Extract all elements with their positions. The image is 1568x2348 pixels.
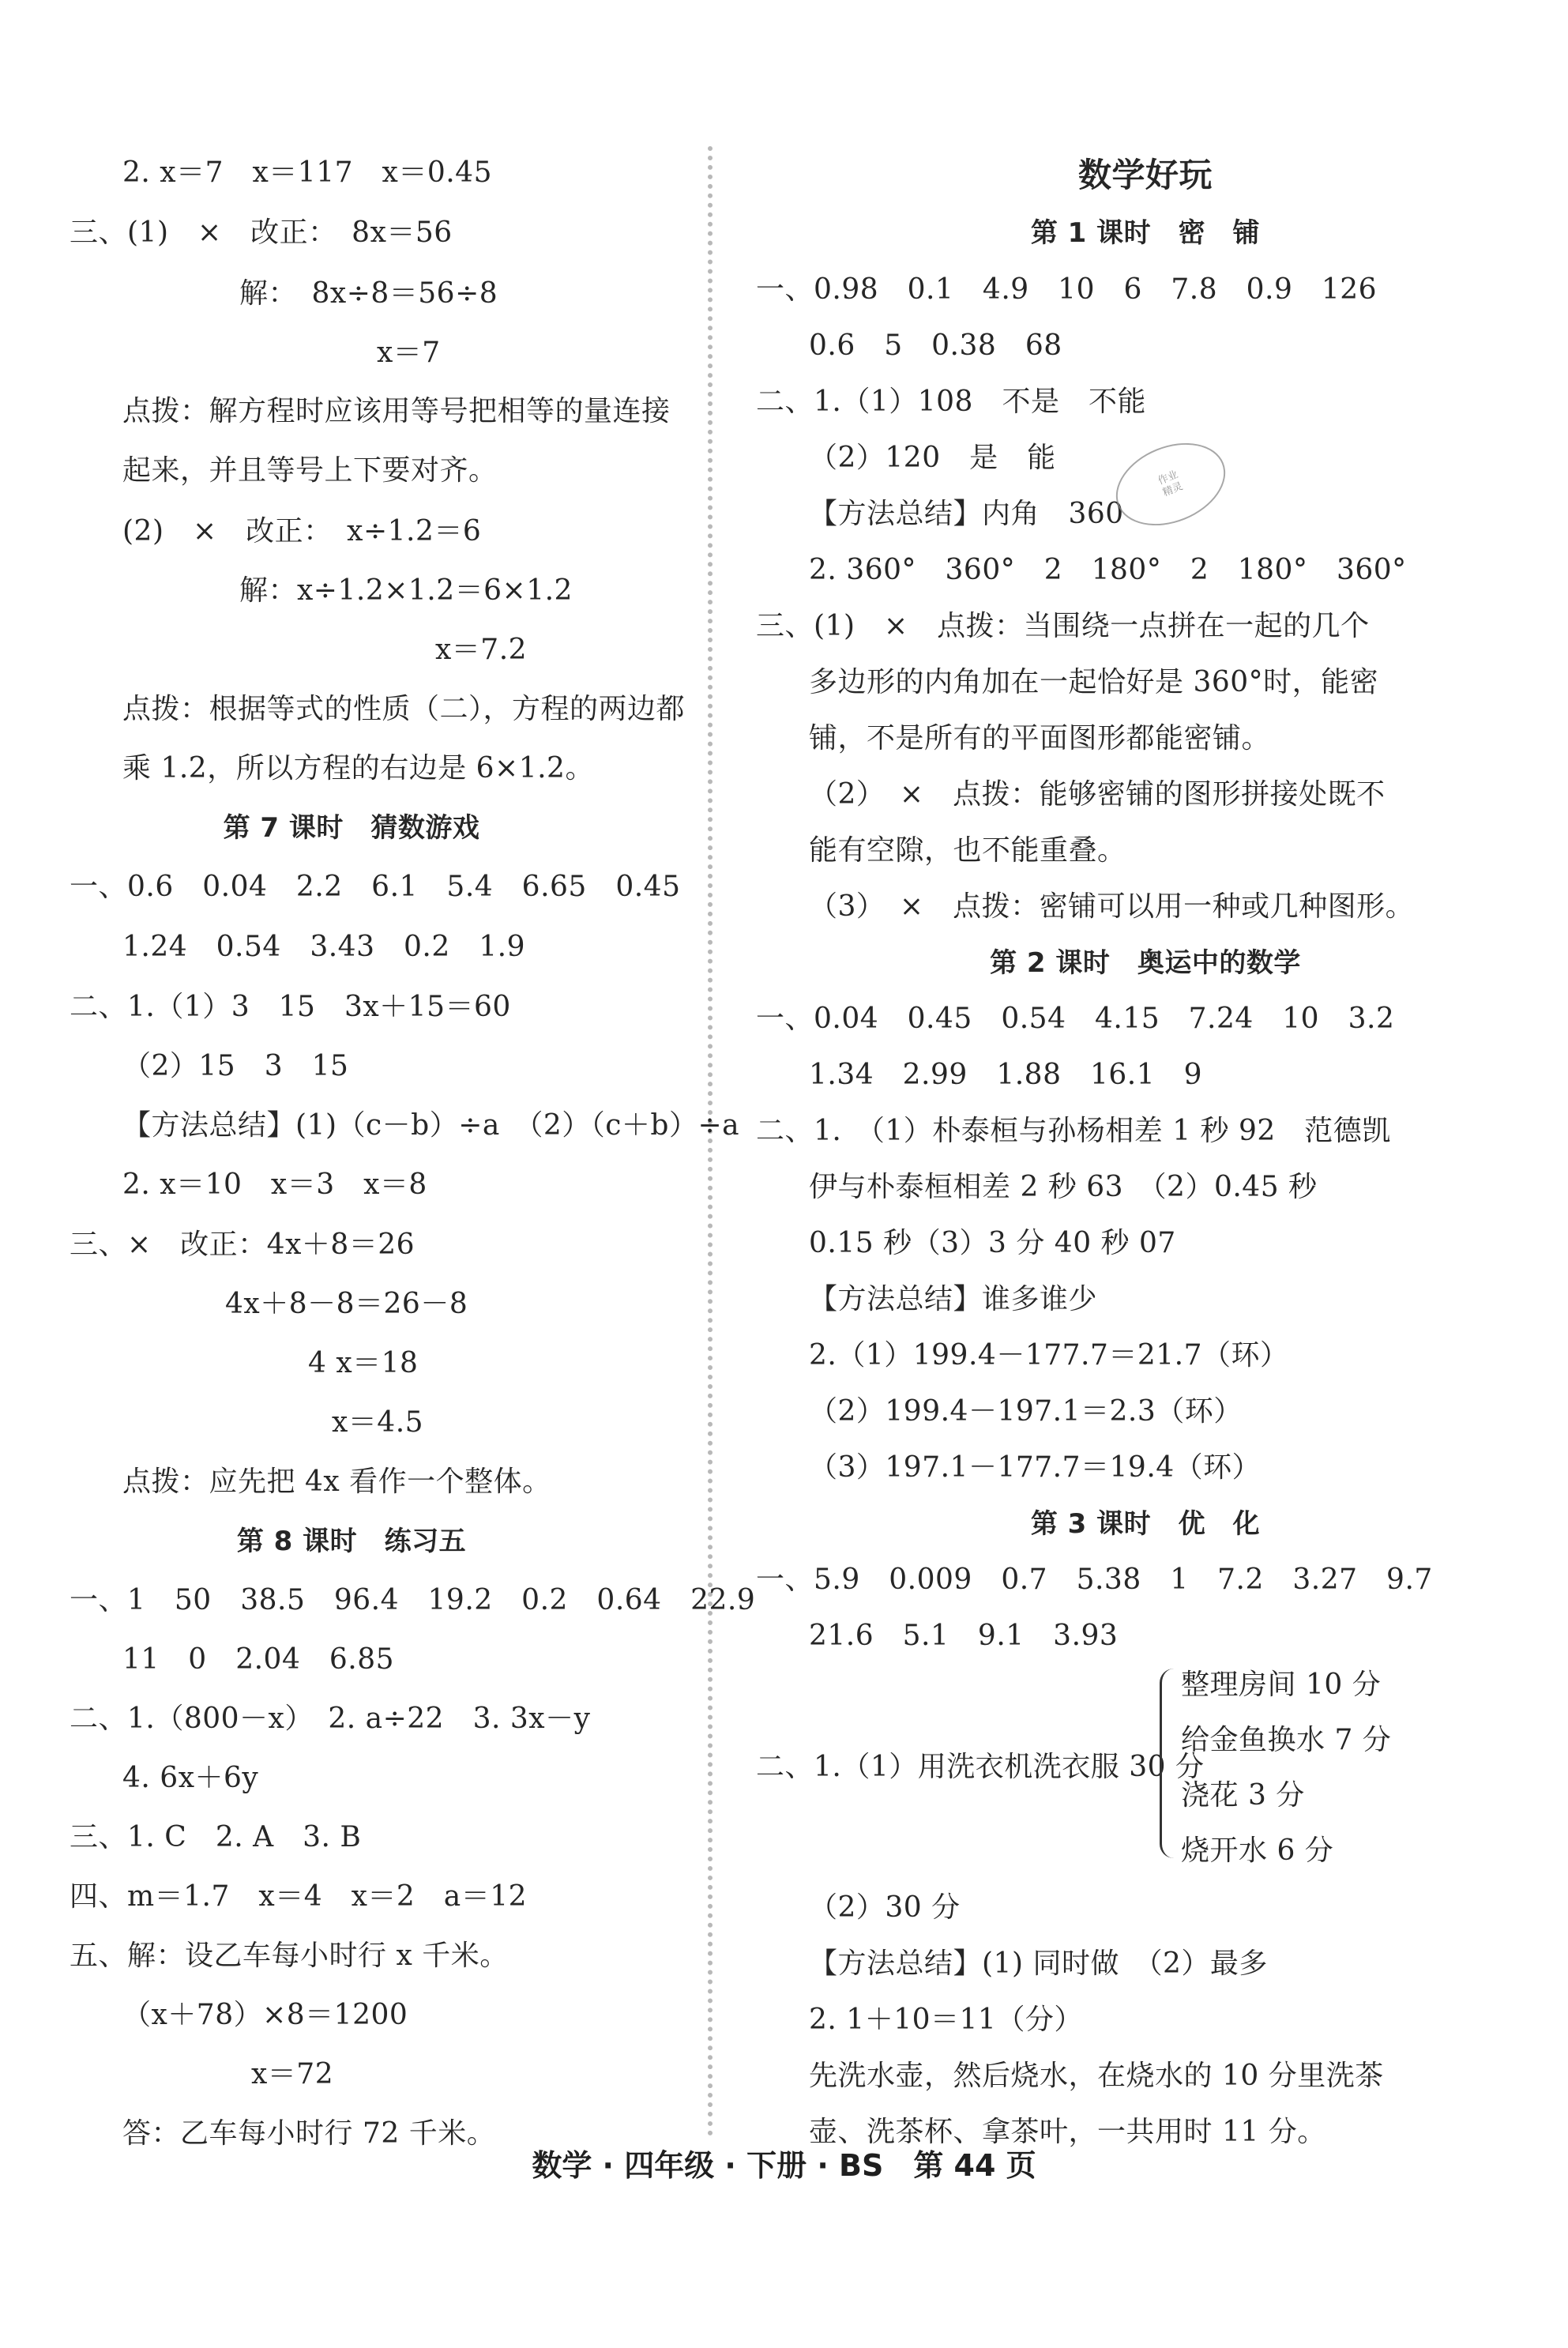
brace-item: 整理房间 10 分: [1181, 1669, 1382, 1701]
answer-line: 11 0 2.04 6.85: [122, 1643, 395, 1676]
stamp-text: 作业: [1156, 468, 1180, 487]
answer-line: 二、1.（800－x） 2. a÷22 3. 3x－y: [70, 1703, 591, 1735]
answer-line: （x＋78）×8＝1200: [122, 1999, 408, 2031]
answer-line: 1.24 0.54 3.43 0.2 1.9: [122, 931, 525, 963]
answer-line: （2）15 3 15: [122, 1050, 349, 1082]
answer-line: 一、0.04 0.45 0.54 4.15 7.24 10 3.2: [756, 1003, 1395, 1035]
page-footer: 数学 · 四年级 · 下册 · BS 第 44 页: [532, 2148, 1036, 2183]
answer-line: 三、1. C 2. A 3. B: [70, 1821, 362, 1853]
answer-line: x＝7.2: [435, 634, 528, 666]
answer-line: 二、1.（1）用洗衣机洗衣服 30 分: [756, 1751, 1205, 1783]
lesson-heading-3: 第 3 课时 优 化: [1030, 1508, 1261, 1540]
answer-line: 先洗水壶，然后烧水，在烧水的 10 分里洗茶: [809, 2060, 1384, 2092]
answer-line: 4x＋8－8＝26－8: [225, 1288, 468, 1320]
answer-line: 2. 1＋10＝11（分）: [809, 2004, 1083, 2036]
answer-line: 2. x＝10 x＝3 x＝8: [122, 1168, 427, 1201]
hint-line: 点拨：应先把 4x 看作一个整体。: [122, 1466, 551, 1498]
hint-line: 能有空隙，也不能重叠。: [809, 834, 1126, 867]
answer-line: 解：x÷1.2×1.2＝6×1.2: [239, 574, 573, 607]
answer-line: 二、1.（1）108 不是 不能: [756, 386, 1146, 418]
answer-line: 一、5.9 0.009 0.7 5.38 1 7.2 3.27 9.7: [756, 1563, 1433, 1596]
hint-line: 点拨：根据等式的性质（二），方程的两边都: [122, 693, 686, 725]
lesson-heading-1: 第 1 课时 密 铺: [1030, 217, 1261, 249]
answer-line: 一、1 50 38.5 96.4 19.2 0.2 0.64 22.9: [70, 1584, 756, 1616]
hint-line: 多边形的内角加在一起恰好是 360°时，能密: [809, 666, 1379, 698]
lesson-heading-8: 第 8 课时 练习五: [236, 1526, 467, 1557]
method-summary: 【方法总结】内角 360: [809, 498, 1124, 530]
answer-line: x＝7: [377, 337, 441, 369]
brace-item: 烧开水 6 分: [1181, 1834, 1334, 1867]
method-summary: 【方法总结】(1) 同时做 （2）最多: [809, 1947, 1268, 1980]
answer-line: 解： 8x÷8＝56÷8: [239, 277, 498, 310]
hint-line: 点拨：解方程时应该用等号把相等的量连接: [122, 395, 671, 427]
answer-line: (2) × 改正： x÷1.2＝6: [122, 515, 482, 547]
answer-line: 三、(1) × 点拨：当围绕一点拼在一起的几个: [756, 610, 1370, 642]
answer-line: （3）197.1－177.7＝19.4（环）: [809, 1451, 1262, 1484]
method-summary: 【方法总结】(1)（c－b）÷a （2）（c＋b）÷a: [122, 1109, 740, 1142]
answer-line: x＝4.5: [332, 1406, 424, 1439]
answer-line: 一、0.6 0.04 2.2 6.1 5.4 6.65 0.45: [70, 871, 681, 903]
brace-item: 给金鱼换水 7 分: [1181, 1724, 1392, 1756]
curly-brace: [1160, 1669, 1179, 1858]
answer-line: 2. 360° 360° 2 180° 2 180° 360°: [809, 554, 1407, 586]
section-title: 数学好玩: [1077, 156, 1213, 194]
answer-line: 2. x＝7 x＝117 x＝0.45: [122, 156, 492, 189]
answer-line: 0.6 5 0.38 68: [809, 329, 1062, 362]
answer-line: 4 x＝18: [308, 1347, 419, 1379]
answer-line: （2）199.4－197.1＝2.3（环）: [809, 1395, 1243, 1428]
answer-line: （2）30 分: [809, 1891, 961, 1924]
answer-line: 四、m＝1.7 x＝4 x＝2 a＝12: [70, 1880, 528, 1913]
answer-line: 三、× 改正：4x＋8＝26: [70, 1229, 416, 1261]
hint-line: 乘 1.2，所以方程的右边是 6×1.2。: [122, 752, 594, 785]
answer-line: 0.15 秒（3）3 分 40 秒 07: [809, 1227, 1176, 1259]
answer-line: 4. 6x＋6y: [122, 1762, 259, 1794]
hint-line: 起来，并且等号上下要对齐。: [122, 454, 498, 487]
answer-line: （3） × 点拨：密铺可以用一种或几种图形。: [809, 890, 1415, 923]
answer-line: 一、0.98 0.1 4.9 10 6 7.8 0.9 126: [756, 273, 1378, 306]
answer-line: x＝72: [251, 2058, 334, 2090]
method-summary: 【方法总结】谁多谁少: [809, 1283, 1098, 1315]
stamp-text: 精灵: [1160, 480, 1185, 499]
answer-line: 三、(1) × 改正： 8x＝56: [70, 216, 453, 249]
answer-line: 二、1. （1）朴泰桓与孙杨相差 1 秒 92 范德凯: [756, 1115, 1391, 1147]
answer-line: （2） × 点拨：能够密铺的图形拼接处既不: [809, 778, 1386, 811]
answer-line: 五、解：设乙车每小时行 x 千米。: [70, 1940, 509, 1972]
lesson-heading-2: 第 2 课时 奥运中的数学: [990, 947, 1301, 979]
hint-line: 铺，不是所有的平面图形都能密铺。: [809, 722, 1271, 754]
answer-line: 二、1.（1）3 15 3x＋15＝60: [70, 991, 511, 1023]
answer-line: 2.（1）199.4－177.7＝21.7（环）: [809, 1339, 1289, 1372]
answer-line: （2）120 是 能: [809, 442, 1056, 474]
brace-item: 浇花 3 分: [1181, 1779, 1305, 1812]
lesson-heading-7: 第 7 课时 猜数游戏: [223, 812, 480, 844]
answer-line: 21.6 5.1 9.1 3.93: [809, 1620, 1119, 1652]
answer-line: 1.34 2.99 1.88 16.1 9: [809, 1059, 1203, 1091]
answer-line: 壶、洗茶杯、拿茶叶，一共用时 11 分。: [809, 2116, 1326, 2148]
answer-line: 答：乙车每小时行 72 千米。: [122, 2117, 496, 2150]
answer-line: 伊与朴泰桓相差 2 秒 63 （2）0.45 秒: [809, 1171, 1318, 1203]
